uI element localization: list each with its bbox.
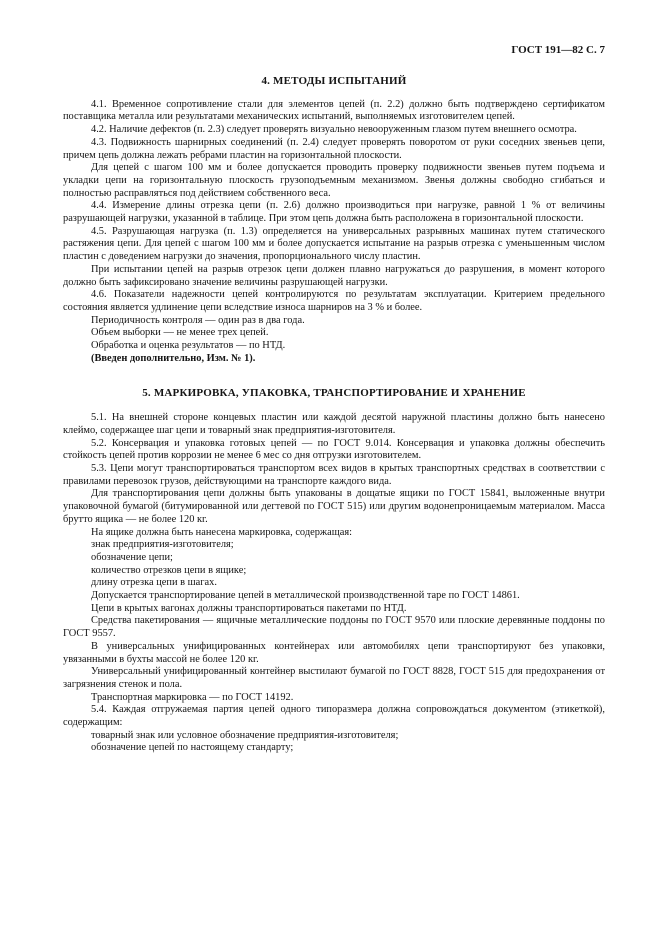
paragraph: Допускается транспортирование цепей в металлической производственной таре по ГОСТ 14861. [91, 590, 520, 602]
paragraph: На ящике должна быть нанесена маркировка, содержащая: [91, 526, 352, 538]
paragraph: 5.3. Цепи могут транспортироваться транспортом всех видов в крытых транспортных средствах в соответствии с правилами перевозок грузов, действующими на транспорте каждого вида. [63, 462, 605, 487]
list-item: обозначение цепей по настоящему стандарту; [91, 742, 294, 754]
list-item: товарный знак или условное обозначение предприятия-изготовителя; [91, 729, 399, 741]
paragraph: Транспортная маркировка — по ГОСТ 14192. [91, 691, 294, 703]
paragraph: При испытании цепей на разрыв отрезок цепи должен плавно нагружаться до разрушения, в момент которого должно быть зафиксировано значение величины разрушающей нагрузки. [63, 263, 605, 288]
list-item: знак предприятия-изготовителя; [91, 539, 234, 551]
paragraph: Для транспортирования цепи должны быть упакованы в дощатые ящики по ГОСТ 15841, выложенные внутри упаковочной бумагой (битумированной или дегтевой по ГОСТ 515) или другим водонепроницаемым материалом. Масса брутто ящика — не более 120 кг. [63, 488, 605, 525]
section-5-title: 5. МАРКИРОВКА, УПАКОВКА, ТРАНСПОРТИРОВАНИЕ И ХРАНЕНИЕ [142, 387, 526, 400]
paragraph: В универсальных унифицированных контейнерах или автомобилях цепи транспортируют без упаковки, увязанными в бухты массой не более 120 кг. [63, 640, 605, 665]
paragraph: Цепи в крытых вагонах должны транспортироваться пакетами по НТД. [91, 602, 407, 614]
section-4-body [63, 99, 605, 366]
paragraph: 5.2. Консервация и упаковка готовых цепей — по ГОСТ 9.014. Консервация и упаковка должны обеспечить стойкость цепей против коррозии не менее 6 мес со дня отгрузки изготовителем. [63, 437, 605, 462]
list-item: количество отрезков цепи в ящике; [91, 564, 247, 576]
paragraph: 4.2. Наличие дефектов (п. 2.3) следует проверять визуально невооруженным глазом путем внешнего осмотра. [91, 124, 577, 136]
list-item: обозначение цепи; [91, 551, 173, 563]
paragraph: 4.4. Измерение длины отрезка цепи (п. 2.6) должно производиться при нагрузке, равной 1 % от величины разрушающей нагрузки, указанной в таблице. При этом цепь должна быть расположена в горизонтальной плоскости. [63, 200, 605, 225]
paragraph: 4.6. Показатели надежности цепей контролируются по результатам эксплуатации. Критерием предельного состояния является удлинение цепи вследствие износа шарниров на 3 % и более. [63, 289, 605, 313]
paragraph: 4.1. Временное сопротивление стали для элементов цепей (п. 2.2) должно быть подтверждено сертификатом поставщика металла или результатами механических испытаний, выполняемых изготовителем цепей. [63, 98, 605, 123]
paragraph: 4.3. Подвижность шарнирных соединений (п. 2.4) следует проверять поворотом от руки соседних звеньев цепи, причем цепь должна лежать ребрами пластин на горизонтальной плоскости. [63, 136, 605, 161]
paragraph: Объем выборки — не менее трех цепей. [91, 327, 269, 339]
paragraph: Периодичность контроля — один раз в два года. [91, 314, 305, 326]
paragraph: Средства пакетирования — ящичные металлические поддоны по ГОСТ 9570 или плоские деревянные поддоны по ГОСТ 9557. [63, 615, 605, 640]
section-4-title: 4. МЕТОДЫ ИСПЫТАНИЙ [261, 75, 407, 87]
paragraph: (Введен дополнительно, Изм. № 1). [91, 352, 256, 364]
paragraph: Обработка и оценка результатов — по НТД. [91, 340, 286, 352]
paragraph: 5.1. На внешней стороне концевых пластин или каждой десятой наружной пластины должно быть нанесено клеймо, содержащее шаг цепи и товарный знак предприятия-изготовителя. [63, 412, 605, 436]
paragraph: 4.5. Разрушающая нагрузка (п. 1.3) определяется на универсальных разрывных машинах путем статического растяжения цепи. Для цепей с шагом 100 мм и более допускается испытание на разрыв отрезка с уменьшенным числом пластин с доведением нагрузки до значения, пропорционального числу пластин. [63, 225, 605, 263]
paragraph: 5.4. Каждая отгружаемая партия цепей одного типоразмера должна сопровождаться документом (этикеткой), содержащим: [63, 704, 605, 729]
paragraph: Универсальный унифицированный контейнер выстилают бумагой по ГОСТ 8828, ГОСТ 515 для предохранения от загрязнения стенок и пола. [63, 666, 605, 690]
list-item: длину отрезка цепи в шагах. [91, 577, 217, 589]
page-header: ГОСТ 191—82 С. 7 [511, 44, 605, 56]
paragraph: Для цепей с шагом 100 мм и более допускается проводить проверку подвижности звеньев путем подъема и укладки цепи на горизонтальную плоскость грузоподъемным механизмом. Звенья должны свободно сгибаться и полностью расправляться под действием собственного веса. [63, 162, 605, 199]
section-5-body [63, 412, 605, 755]
